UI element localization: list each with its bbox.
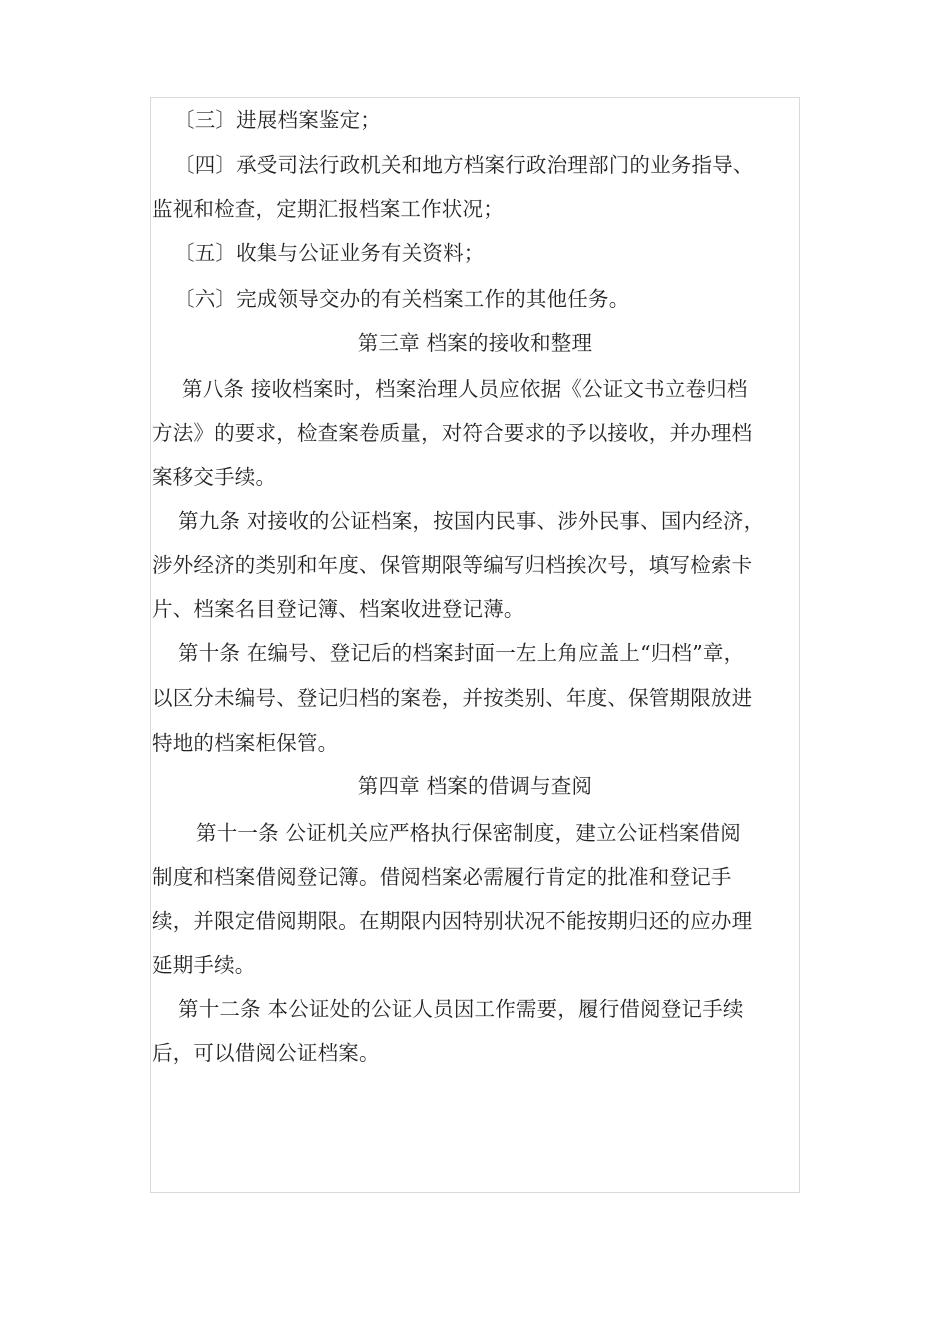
chapter-3-heading: 第三章 档案的接收和整理 <box>357 331 593 355</box>
article-9-line-3: 片、档案名目登记簿、档案收进登记薄。 <box>152 597 525 621</box>
article-9-line-2: 涉外经济的类别和年度、保管期限等编写归档挨次号，填写检索卡 <box>152 553 753 577</box>
article-11-line-1: 第十一条 公证机关应严格执行保密制度，建立公证档案借阅 <box>196 821 741 845</box>
article-12-line-2: 后，可以借阅公证档案。 <box>152 1041 380 1065</box>
article-10-line-1: 第十条 在编号、登记后的档案封面一左上角应盖上“归档”章， <box>178 641 745 665</box>
clause-6-line: 〔六〕完成领导交办的有关档案工作的其他任务。 <box>174 287 630 311</box>
article-10-line-3: 特地的档案柜保管。 <box>152 731 339 755</box>
article-8-line-1: 第八条 接收档案时，档案治理人员应依据《公证文书立卷归档 <box>182 377 748 401</box>
article-10-line-2: 以区分未编号、登记归档的案卷，并按类别、年度、保管期限放进 <box>152 686 753 710</box>
article-11-line-4: 延期手续。 <box>152 953 256 977</box>
clause-4-line-1: 〔四〕承受司法行政机关和地方档案行政治理部门的业务指导、 <box>174 153 754 177</box>
article-12-line-1: 第十二条 本公证处的公证人员因工作需要，履行借阅登记手续 <box>178 997 744 1021</box>
article-8-line-2: 方法》的要求，检查案卷质量，对符合要求的予以接收，并办理档 <box>152 421 753 445</box>
clause-3-line: 〔三〕进展档案鉴定； <box>174 108 381 132</box>
clause-4-line-2: 监视和检查，定期汇报档案工作状况； <box>152 197 504 221</box>
article-9-line-1: 第九条 对接收的公证档案，按国内民事、涉外民事、国内经济， <box>178 509 765 533</box>
clause-5-line: 〔五〕收集与公证业务有关资料； <box>174 241 485 265</box>
article-11-line-2: 制度和档案借阅登记簿。借阅档案必需履行肯定的批准和登记手 <box>152 865 732 889</box>
article-11-line-3: 续，并限定借阅期限。在期限内因特别状况不能按期归还的应办理 <box>152 909 753 933</box>
chapter-4-heading: 第四章 档案的借调与查阅 <box>357 774 593 798</box>
article-8-line-3: 案移交手续。 <box>152 465 277 489</box>
